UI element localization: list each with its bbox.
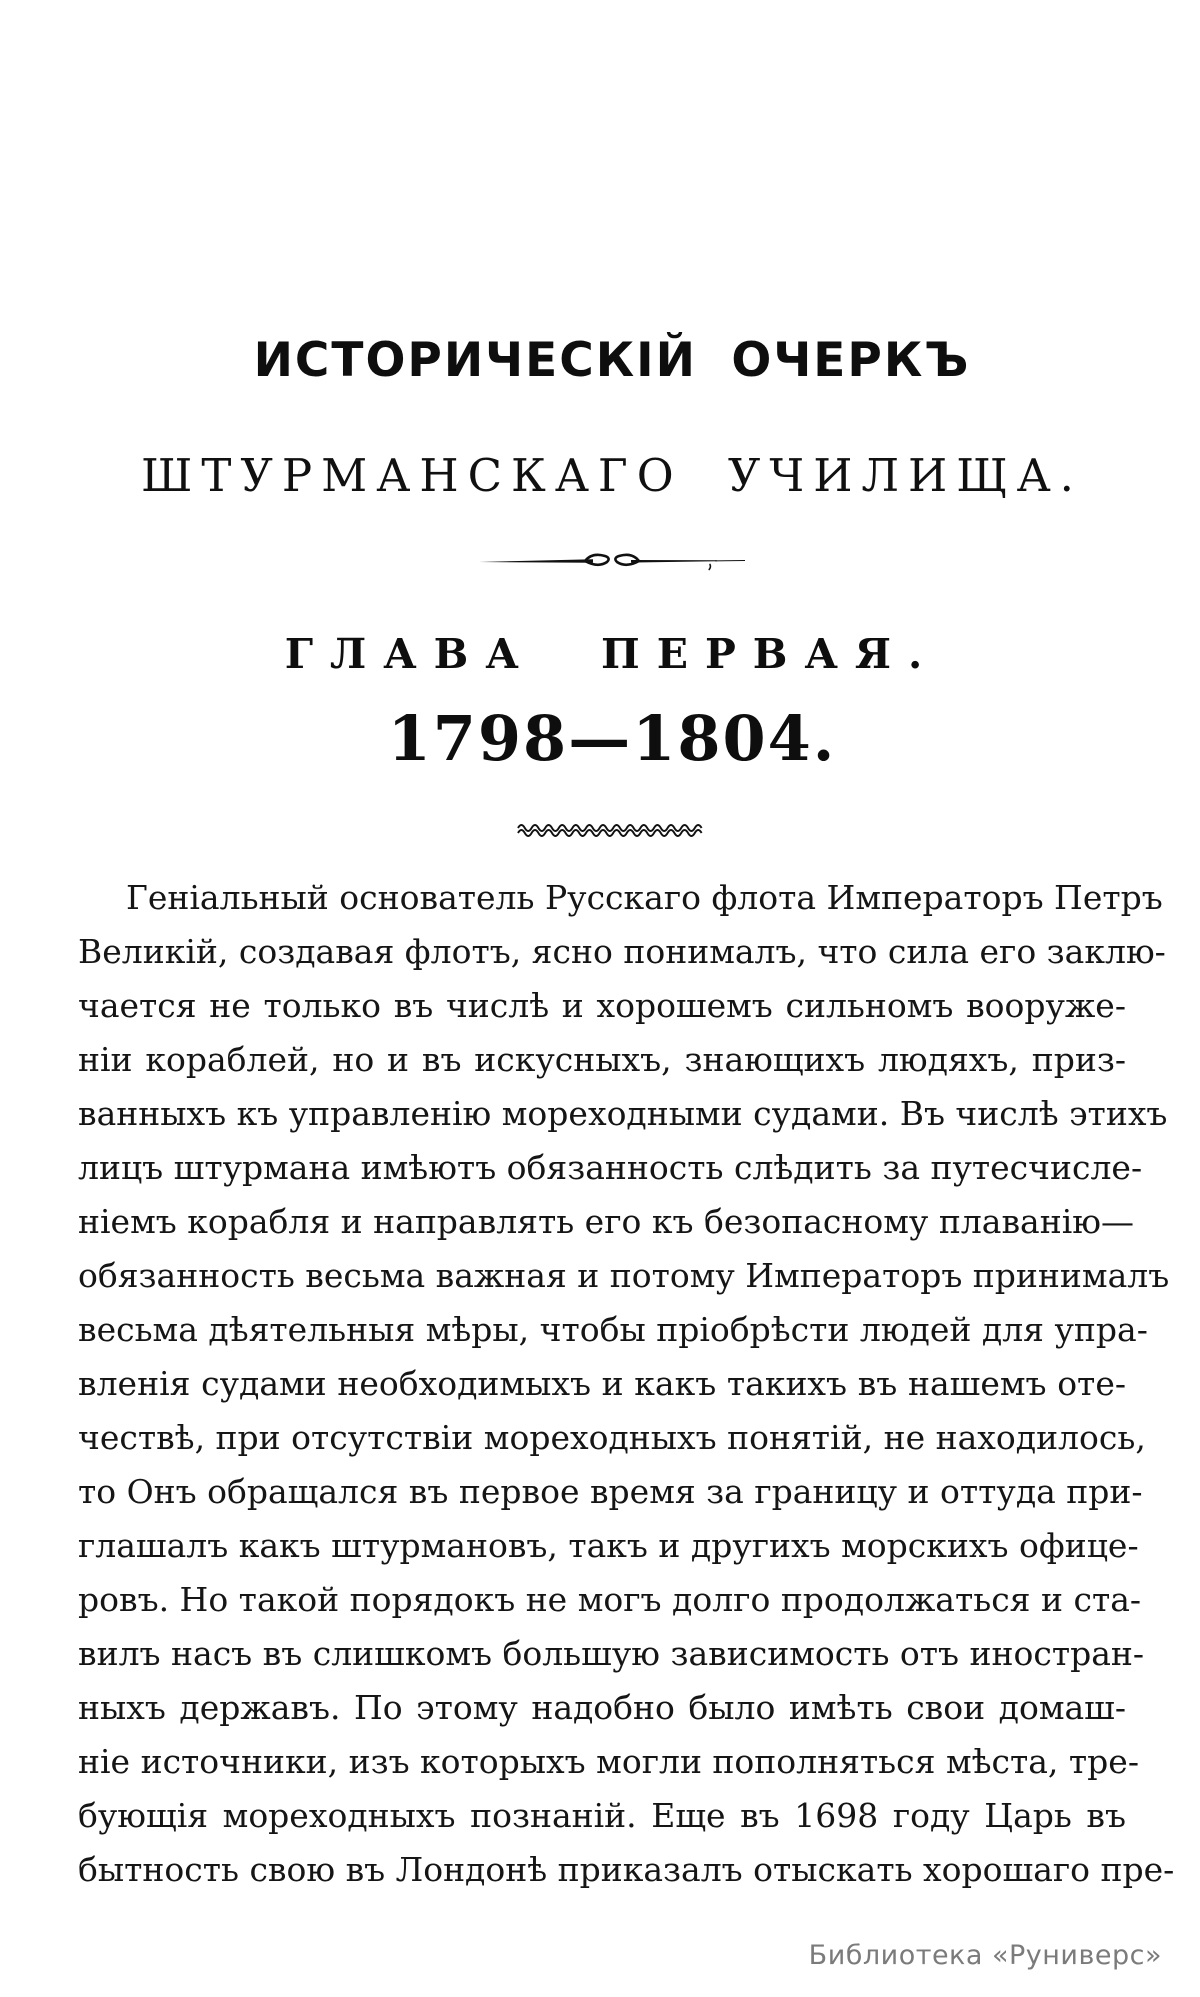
body-text-line: ніемъ корабля и направлять его къ безопасному плаванію— (78, 1202, 1134, 1241)
body-paragraph (78, 871, 1175, 1897)
body-text-line: чествѣ, при отсутствіи мореходныхъ понятій, не находилось, (78, 1418, 1146, 1457)
body-text-line: глашалъ какъ штурмановъ, такъ и другихъ морскихъ офице- (78, 1526, 1139, 1565)
body-text-line: чается не только въ числѣ и хорошемъ сильномъ вооруже- (78, 986, 1126, 1025)
body-text-line: ніи кораблей, но и въ искусныхъ, знающихъ людяхъ, приз- (78, 1040, 1126, 1079)
section-divider (12, 551, 1200, 571)
body-text-line: ныхъ державъ. По этому надобно было имѣть свои домаш- (78, 1688, 1126, 1727)
wavy-rule-icon (516, 820, 708, 839)
body-text-line: лицъ штурмана имѣютъ обязанность слѣдить за путесчисле- (78, 1148, 1143, 1187)
body-text-line: вленія судами необходимыхъ и какъ такихъ въ нашемъ оте- (78, 1364, 1126, 1403)
scroll-rule-icon (477, 549, 747, 568)
book-title: ИСТОРИЧЕСКІЙ ОЧЕРКЪ (253, 333, 971, 388)
body-text-line: бующія мореходныхъ познаній. Еще въ 1698 году Царь въ (78, 1796, 1126, 1835)
body-text-line: ніе источники, изъ которыхъ могли пополняться мѣста, тре- (78, 1742, 1139, 1781)
chapter-heading: ГЛАВА ПЕРВАЯ. (284, 630, 940, 678)
book-subtitle: ШТУРМАНСКАГО УЧИЛИЩА. (141, 449, 1083, 502)
body-text-line: вилъ насъ въ слишкомъ большую зависимость отъ иностран- (78, 1634, 1145, 1673)
body-text-line: обязанность весьма важная и потому Императоръ принималъ (78, 1256, 1170, 1295)
body-text-line: бытность свою въ Лондонѣ приказалъ отыскать хорошаго пре- (78, 1850, 1175, 1889)
body-text-line: Геніальный основатель Русскаго флота Императоръ Петръ (126, 878, 1163, 917)
body-text-line: Великій, создавая флотъ, ясно понималъ, что сила его заклю- (78, 932, 1166, 971)
body-text-line: весьма дѣятельныя мѣры, чтобы пріобрѣсти людей для упра- (78, 1310, 1148, 1349)
chapter-years: 1798—1804. (387, 702, 837, 775)
library-watermark: Библиотека «Руниверс» (808, 1940, 1162, 1971)
body-text-line: ровъ. Но такой порядокъ не могъ долго продолжаться и ста- (78, 1580, 1142, 1619)
body-text-line: то Онъ обращался въ первое время за границу и оттуда при- (78, 1472, 1143, 1511)
body-text-line: ванныхъ къ управленію мореходными судами. Въ числѣ этихъ (78, 1094, 1168, 1133)
chapter-ornament (12, 822, 1200, 839)
